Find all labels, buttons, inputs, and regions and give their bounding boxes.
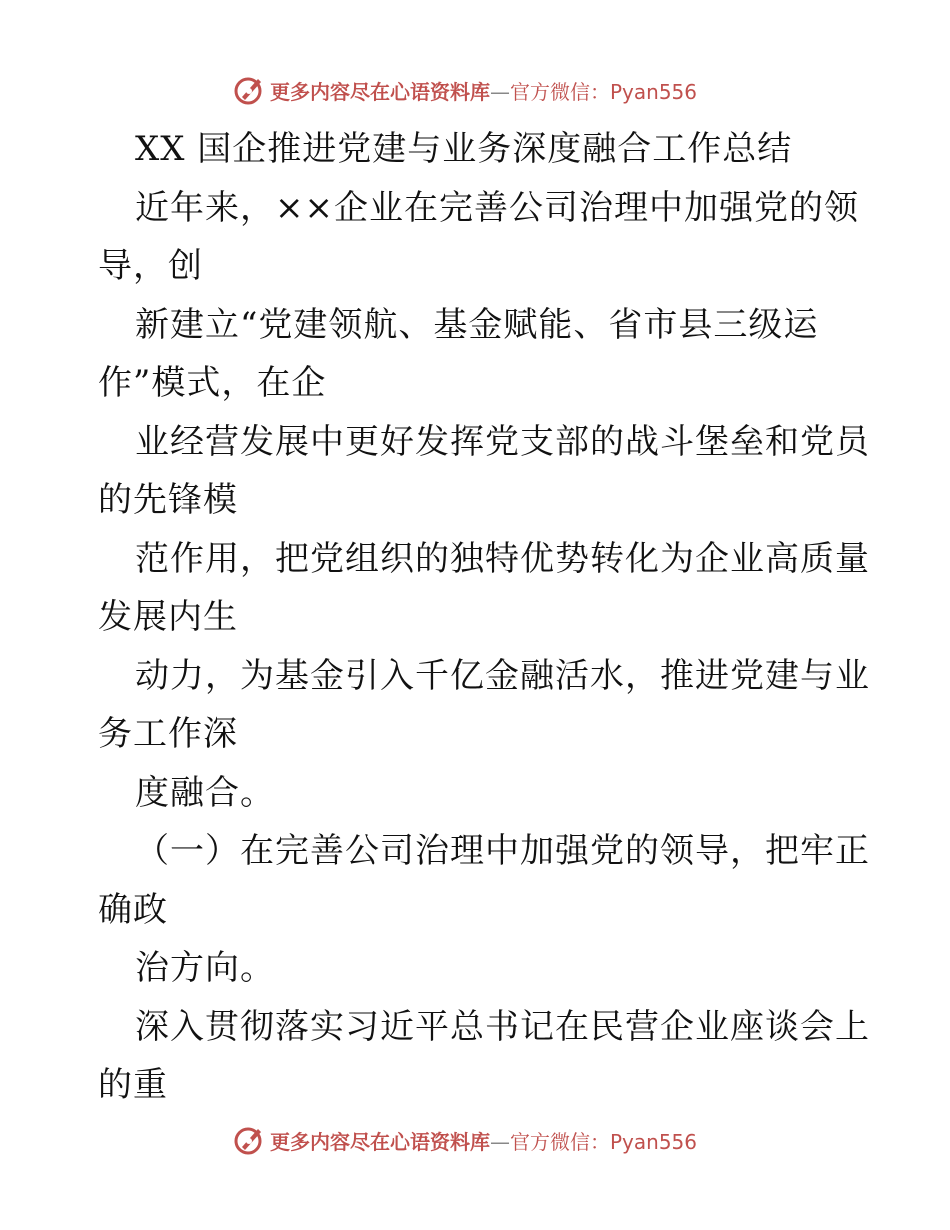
footer-watermark	[232, 1120, 732, 1160]
header-watermark	[232, 70, 732, 110]
text-line: 确政	[98, 889, 168, 930]
text-line: 度融合。	[135, 772, 275, 813]
text-line: 治方向。	[135, 948, 275, 988]
watermark-separator: —	[490, 79, 510, 104]
watermark-text	[270, 1126, 697, 1155]
document-body	[98, 120, 870, 1115]
text-line: XX 国企推进党建与业务深度融合工作总结	[135, 129, 793, 169]
text-line: 的先锋模	[98, 480, 238, 520]
watermark-contact-text: 官方微信：Pyan556	[510, 79, 698, 104]
text-line: 业经营发展中更好发挥党支部的战斗堡垒和党员	[135, 421, 870, 462]
watermark-main-text: 更多内容尽在心语资料库	[270, 1129, 490, 1154]
text-line: 的重	[98, 1065, 168, 1105]
text-line: 深入贯彻落实习近平总书记在民营企业座谈会上	[135, 1006, 870, 1047]
pen-logo-icon	[232, 1123, 266, 1157]
pen-logo-icon	[232, 73, 266, 107]
text-line: 务工作深	[98, 714, 238, 754]
text-line: 范作用，把党组织的独特优势转化为企业高质量	[135, 538, 870, 579]
text-line: 近年来，××企业在完善公司治理中加强党的领	[135, 187, 859, 228]
text-line: 动力，为基金引入千亿金融活水，推进党建与业	[135, 655, 870, 696]
watermark-main-text: 更多内容尽在心语资料库	[270, 79, 490, 104]
watermark-separator: —	[490, 1129, 510, 1154]
text-line: 发展内生	[98, 597, 238, 637]
watermark-text	[270, 76, 697, 105]
watermark-contact-text: 官方微信：Pyan556	[510, 1129, 698, 1154]
text-line: （一）在完善公司治理中加强党的领导，把牢正	[135, 831, 870, 871]
text-line: 作”模式，在企	[98, 363, 327, 403]
text-line: 新建立“党建领航、基金赋能、省市县三级运	[135, 304, 819, 345]
text-line: 导，创	[98, 246, 203, 286]
